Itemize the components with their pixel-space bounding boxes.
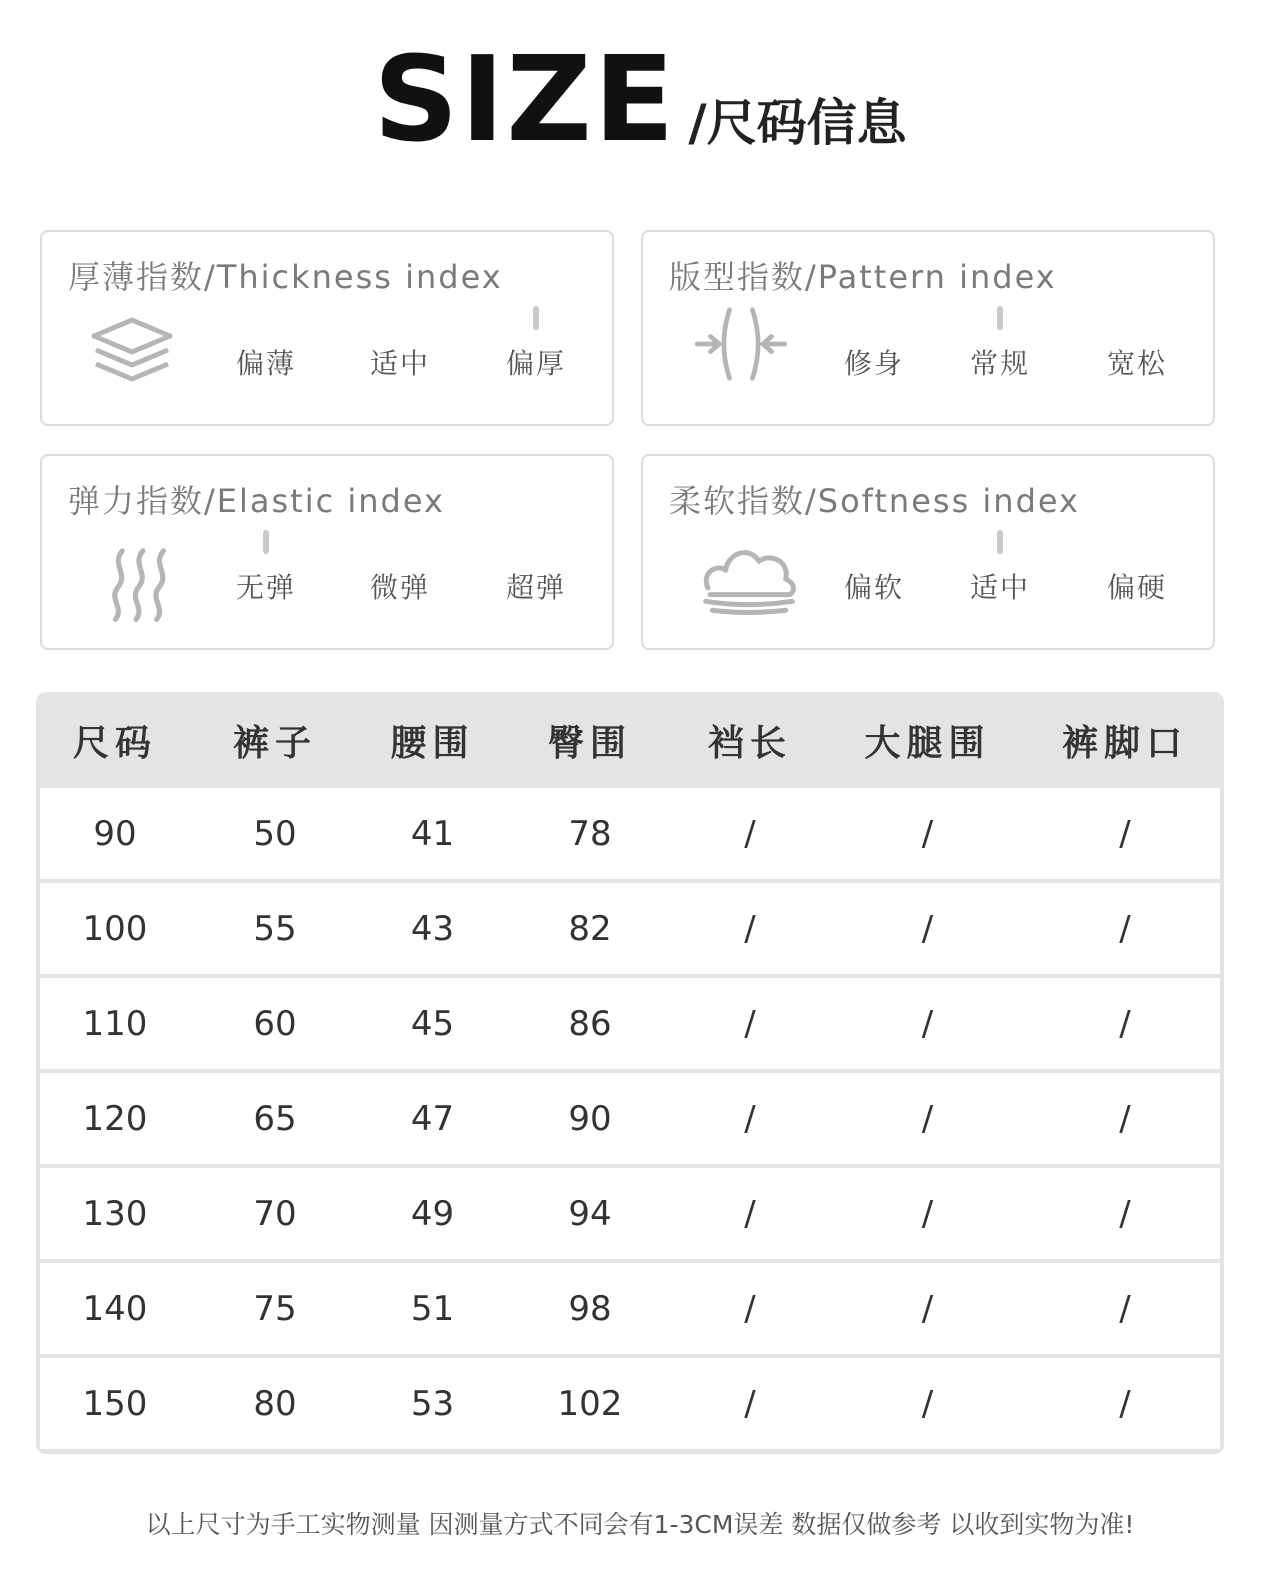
card-title: 柔软指数/Softness index [669, 482, 1080, 520]
page-subtitle: /尺码信息 [688, 94, 907, 152]
fit-arrows-icon [691, 304, 791, 384]
table-cell: 53 [410, 1383, 455, 1424]
header-cell-size: 尺码 [72, 722, 157, 764]
option-label: 偏薄 [235, 347, 297, 380]
layers-icon [82, 310, 182, 390]
option-label: 宽松 [1106, 347, 1168, 380]
table-cell: 102 [557, 1383, 623, 1424]
option-label: 偏硬 [1106, 571, 1168, 604]
option-label: 偏厚 [505, 347, 567, 380]
table-cell: / [744, 1003, 756, 1044]
level-indicator [533, 306, 539, 330]
table-cell: / [744, 1383, 756, 1424]
option-label: 偏软 [843, 571, 905, 604]
pattern-index-card [641, 230, 1215, 426]
option-label: 常规 [969, 347, 1031, 380]
card-title: 厚薄指数/Thickness index [68, 258, 503, 296]
table-cell: 94 [568, 1193, 612, 1234]
table-row [40, 1263, 1220, 1354]
table-cell: / [921, 1003, 934, 1044]
table-cell: 43 [410, 908, 455, 949]
table-cell: 80 [253, 1383, 297, 1424]
thickness-index-card [40, 230, 614, 426]
table-cell: 90 [568, 1098, 612, 1139]
size-table [36, 692, 1224, 1454]
table-cell: 130 [82, 1193, 148, 1234]
table-cell: 65 [253, 1098, 297, 1139]
table-cell: 86 [568, 1003, 612, 1044]
softness-index-card [641, 454, 1215, 650]
table-cell: 140 [82, 1288, 148, 1329]
card-title: 版型指数/Pattern index [669, 258, 1057, 296]
table-header [40, 692, 1220, 788]
option-label: 超弹 [505, 571, 567, 604]
header-cell-hem: 裤脚口 [1061, 722, 1188, 764]
table-cell: / [1119, 1383, 1131, 1424]
table-row [40, 978, 1220, 1069]
table-cell: / [744, 1288, 756, 1329]
table-cell: 98 [568, 1288, 612, 1329]
table-cell: 78 [568, 813, 612, 854]
header-cell-thigh: 大腿围 [864, 722, 991, 764]
table-cell: / [1119, 1003, 1131, 1044]
level-indicator [997, 306, 1003, 330]
table-cell: 120 [82, 1098, 148, 1139]
table-cell: / [744, 908, 756, 949]
table-cell: 90 [93, 813, 137, 854]
table-cell: / [744, 813, 756, 854]
table-cell: 150 [82, 1383, 148, 1424]
header-cell-crotch: 裆长 [707, 722, 792, 764]
option-label: 适中 [969, 571, 1031, 604]
option-label: 修身 [843, 347, 905, 380]
table-cell: / [744, 1193, 756, 1234]
table-cell: / [921, 813, 934, 854]
table-cell: / [921, 1098, 934, 1139]
table-cell: 55 [253, 908, 297, 949]
table-cell: 82 [568, 908, 612, 949]
header-cell-pants: 裤子 [232, 722, 317, 764]
elastic-index-card [40, 454, 614, 650]
table-row [40, 788, 1220, 879]
table-cell: / [1119, 1098, 1131, 1139]
table-cell: / [1119, 1288, 1131, 1329]
measurement-disclaimer: 以上尺寸为手工实物测量 因测量方式不同会有1-3CM误差 数据仅做参考 以收到实物为准! [145, 1510, 1135, 1539]
card-title: 弹力指数/Elastic index [68, 482, 445, 520]
table-cell: 41 [410, 813, 455, 854]
table-cell: 47 [410, 1098, 455, 1139]
table-row [40, 1168, 1220, 1259]
table-cell: 51 [410, 1288, 455, 1329]
table-cell: / [744, 1098, 756, 1139]
table-row [40, 1073, 1220, 1164]
table-cell: / [1119, 813, 1131, 854]
table-cell: 75 [253, 1288, 297, 1329]
table-cell: 100 [82, 908, 148, 949]
table-cell: / [1119, 908, 1131, 949]
page-title: SIZE [373, 30, 677, 168]
table-cell: / [921, 1193, 934, 1234]
table-cell: / [1119, 1193, 1131, 1234]
page-header [0, 30, 1280, 168]
table-cell: / [921, 1383, 934, 1424]
elastic-waves-icon [94, 544, 194, 624]
level-indicator [263, 530, 269, 554]
option-label: 微弹 [369, 571, 431, 604]
table-cell: 70 [253, 1193, 297, 1234]
option-label: 无弹 [235, 571, 297, 604]
table-cell: / [921, 1288, 934, 1329]
table-row [40, 1358, 1220, 1449]
table-cell: 110 [82, 1003, 148, 1044]
header-cell-hip: 臀围 [547, 722, 632, 764]
option-label: 适中 [369, 347, 431, 380]
cloud-icon [699, 538, 799, 618]
table-cell: 49 [410, 1193, 455, 1234]
table-row [40, 883, 1220, 974]
header-cell-waist: 腰围 [390, 722, 475, 764]
table-cell: 45 [410, 1003, 455, 1044]
level-indicator [997, 530, 1003, 554]
table-cell: / [921, 908, 934, 949]
table-cell: 50 [253, 813, 297, 854]
table-cell: 60 [253, 1003, 297, 1044]
